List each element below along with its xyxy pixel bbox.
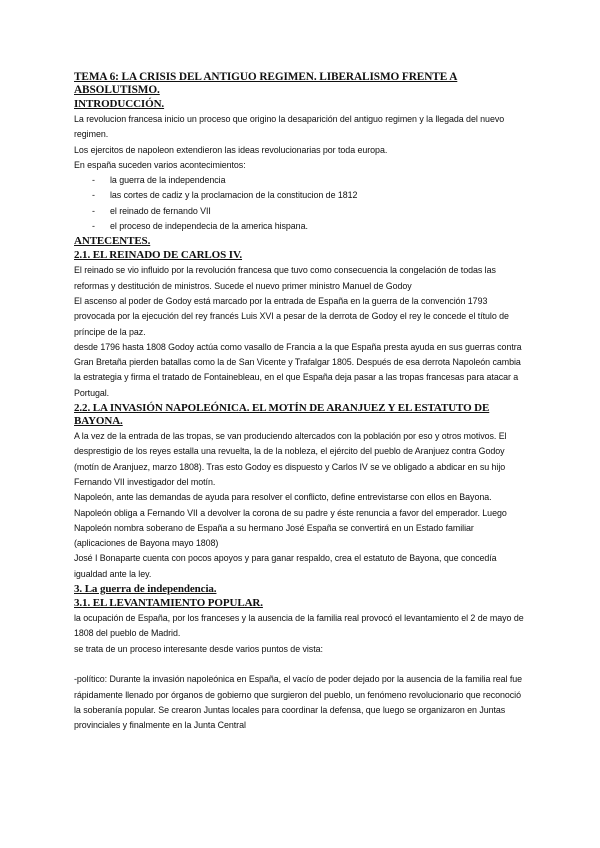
antecedentes-heading: ANTECENTES.	[74, 235, 151, 248]
dash-bullet: -	[92, 205, 95, 216]
blank-line	[74, 657, 524, 672]
intro-paragraph-3: En españa suceden varios acontecimientos:	[74, 159, 246, 170]
section-2-1-paragraph-1: El reinado se vio influido por la revolución francesa que tuvo como consecuencia la congelación de todas las reformas y destitución de ministros. Sucede el nuevo primer ministro Manuel de Godoy	[74, 265, 496, 291]
dash-bullet: -	[92, 221, 95, 232]
document-page	[74, 70, 524, 733]
section-3-1-paragraph-3: -político: Durante la invasión napoleónica en España, el vacío de poder dejado por la ausencia de la familia real fue rápidamente llenado por órganos de gobierno que surgieron del pueblo, un fenómeno revolucionario que reconoció la soberanía popular. Se crearon Juntas locales para coordinar la defensa, que luego se organizaron en Juntas provinciales y finalmente en la Junta Central	[74, 674, 523, 731]
section-2-2-paragraph-2: Napoleón, ante las demandas de ayuda para resolver el conflicto, define entrevistarse con ellos en Bayona. Napoleón obliga a Fernando VII a devolver la corona de su padre y éste renuncia a favor del emperador. Luego Napoleón nombra soberano de España a su hermano José España se convertirá en un Estado familiar (aplicaciones de Bayona mayo 1808)	[74, 492, 507, 549]
section-2-2-paragraph-3: José I Bonaparte cuenta con pocos apoyos y para ganar respaldo, crea el estatuto de Bayona, que concedía igualdad ante la ley.	[74, 553, 497, 579]
intro-paragraph-1: La revolucion francesa inicio un proceso que origino la desaparición del antiguo regimen y la llegada del nuevo regimen.	[74, 114, 505, 140]
intro-heading: INTRODUCCIÓN.	[74, 98, 165, 110]
list-item: - las cortes de cadiz y la proclamacion de la constitucion de 1812	[74, 188, 524, 203]
events-list	[74, 173, 524, 234]
list-item: - el reinado de fernando VII	[74, 204, 524, 219]
section-2-1-paragraph-3: desde 1796 hasta 1808 Godoy actúa como vasallo de Francia a la que España presta ayuda en sus guerras contra Gran Bretaña pierden batallas como la de San Vicente y Trafalgar 1805. Después de esa derrota Napoleón cambia la estrategia y firma el tratado de Fontainebleau, en el que España deja pasar a las tropas francesas para atacar a Portugal.	[74, 341, 522, 398]
list-item: - la guerra de la independencia	[74, 173, 524, 188]
dash-bullet: -	[92, 175, 95, 186]
section-3-1-paragraph-1: la ocupación de España, por los franceses y la ausencia de la familia real provocó el levantamiento el 2 de mayo de 1808 del pueblo de Madrid.	[74, 613, 524, 639]
section-2-1-heading: 2.1. EL REINADO DE CARLOS IV.	[74, 249, 243, 262]
dash-bullet: -	[92, 190, 95, 201]
section-3-1-paragraph-2: se trata de un proceso interesante desde varios puntos de vista:	[74, 643, 323, 654]
section-3-1-heading: 3.1. EL LEVANTAMIENTO POPULAR.	[74, 597, 263, 610]
intro-paragraph-2: Los ejercitos de napoleon extendieron las ideas revolucionarias por toda europa.	[74, 144, 388, 155]
section-2-2-paragraph-1: A la vez de la entrada de las tropas, se van produciendo altercados con la población por eso y otros motivos. El desprestigio de los reyes estalla una revuelta, la de la nobleza, el ejército del pueblo de Aranjuez contra Godoy (motín de Aranjuez, marzo 1808). Tras esto Godoy es dispuesto y Carlos IV se ve obligado a abdicar en su hijo Fernando VII investigador del motín.	[74, 431, 507, 487]
section-3-heading: 3. La guerra de independencia.	[74, 583, 217, 596]
document-title: TEMA 6: LA CRISIS DEL ANTIGUO REGIMEN. LIBERALISMO FRENTE A ABSOLUTISMO.	[74, 71, 458, 96]
section-2-2-heading: 2.2. LA INVASIÓN NAPOLEÓNICA. EL MOTÍN DE ARANJUEZ Y EL ESTATUTO DE BAYONA.	[74, 402, 490, 428]
section-2-1-paragraph-2: El ascenso al poder de Godoy está marcado por la entrada de España en la guerra de la convención 1793 provocada por la ejecución del rey francés Luis XVI a pesar de la derrota de Godoy el rey le concede el título de príncipe de la paz.	[74, 295, 509, 337]
list-item: - el proceso de independecia de la america hispana.	[74, 219, 524, 234]
